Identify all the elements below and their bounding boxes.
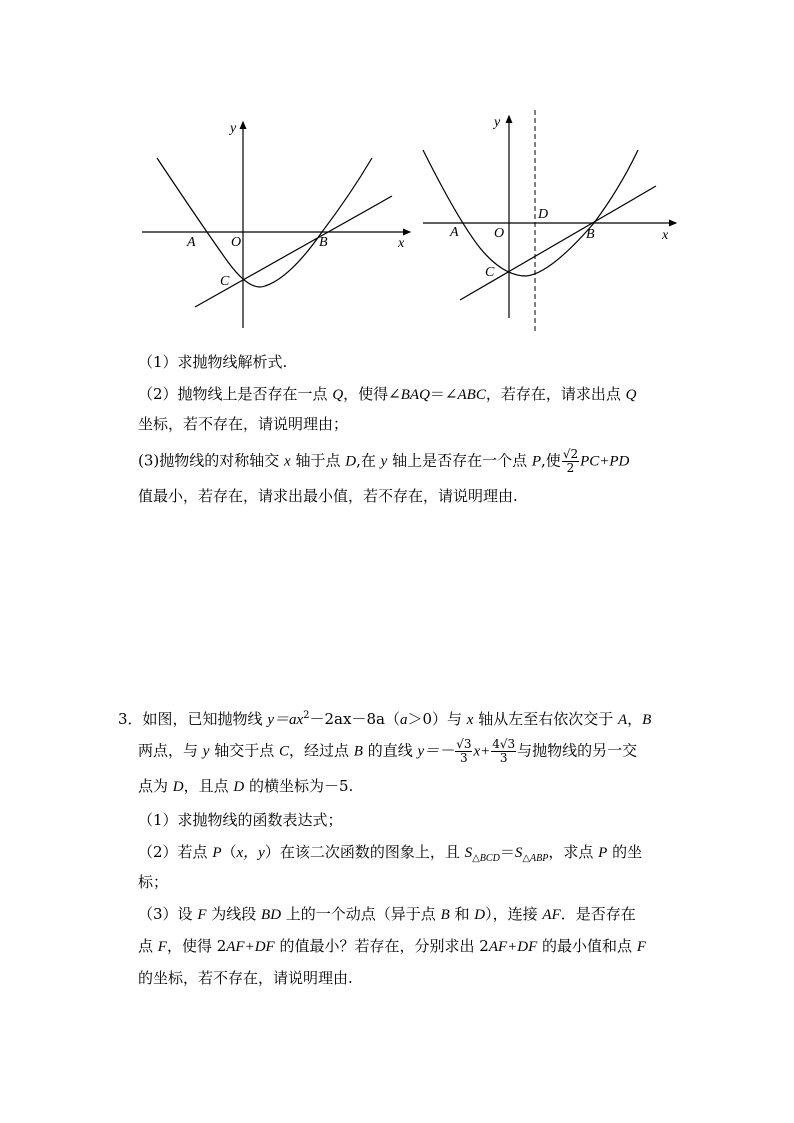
label-b: B [586, 227, 595, 242]
p3-line3: 点为 D，且点 D 的横坐标为－5. [138, 777, 354, 795]
label-o: O [494, 226, 505, 241]
label-x: x [662, 228, 669, 243]
p3-q2-line2: 标； [138, 873, 169, 891]
label-b: B [319, 235, 328, 250]
fraction-sqrt3-over-3: $\frac{√3}{3}$ [456, 737, 472, 765]
p3-line2: 两点，与 y 轴交于点 C，经过点 B 的直线 y＝－ $\frac{√3}{3}$ x+ $\frac{4√3}{3}$ 与抛物线的另一交 [138, 737, 638, 765]
p3-q3: （3）设 F 为线段 BD 上的一个动点（异于点 B 和 D），连接 AF．是否存在 [138, 905, 636, 923]
fraction-4sqrt3-over-3: $\frac{4√3}{3}$ [492, 737, 516, 765]
p2-q3: (3)抛物线的对称轴交 x 轴于点 D,在 y 轴上是否存在一个点 P,使 $\frac{√2}{2}$ PC+PD [138, 447, 630, 475]
label-o: O [231, 235, 242, 250]
label-y: y [494, 115, 501, 130]
parabola [423, 150, 638, 276]
label-c: C [485, 265, 495, 280]
p3-q3-line2: 点 F，使得 2AF+DF 的值最小？若存在，分别求出 2AF+DF 的最小值和点 F [138, 937, 646, 955]
label-a: A [187, 235, 196, 250]
p2-q1: （1）求抛物线解析式. [138, 353, 288, 371]
p2-q3-line2: 值最小，若存在，请求出最小值，若不存在，请说明理由. [138, 487, 518, 505]
p3-q1: （1）求抛物线的函数表达式； [138, 811, 343, 829]
figure-right [418, 108, 683, 338]
label-y: y [230, 121, 237, 136]
label-c: C [220, 274, 230, 289]
p2-q2-line2: 坐标，若不存在，请说明理由； [138, 415, 349, 433]
label-d: D [538, 207, 549, 222]
label-a: A [450, 225, 459, 240]
fraction-sqrt2-over-2: $\frac{√2}{2}$ [562, 447, 579, 475]
line-bc [460, 186, 656, 300]
p2-q2: （2）抛物线上是否存在一点 Q，使得∠BAQ＝∠ABC，若存在，请求出点 Q [138, 385, 637, 403]
p3-q3-line3: 的坐标，若不存在，请说明理由. [138, 969, 353, 987]
line-bc [195, 196, 392, 307]
label-x: x [398, 236, 405, 251]
p3-line1: 3．如图，已知抛物线 $y=ax^2-2ax-8a(a>0)$与 x 轴从左至右依次交于 A，B [118, 710, 652, 728]
figure-left [130, 110, 420, 335]
p3-q2: （2）若点 P（x，y）在该二次函数的图象上，且 $S_{\triangle BCD}=S_{\triangle ABP}$，求点 P 的坐 [138, 843, 643, 864]
